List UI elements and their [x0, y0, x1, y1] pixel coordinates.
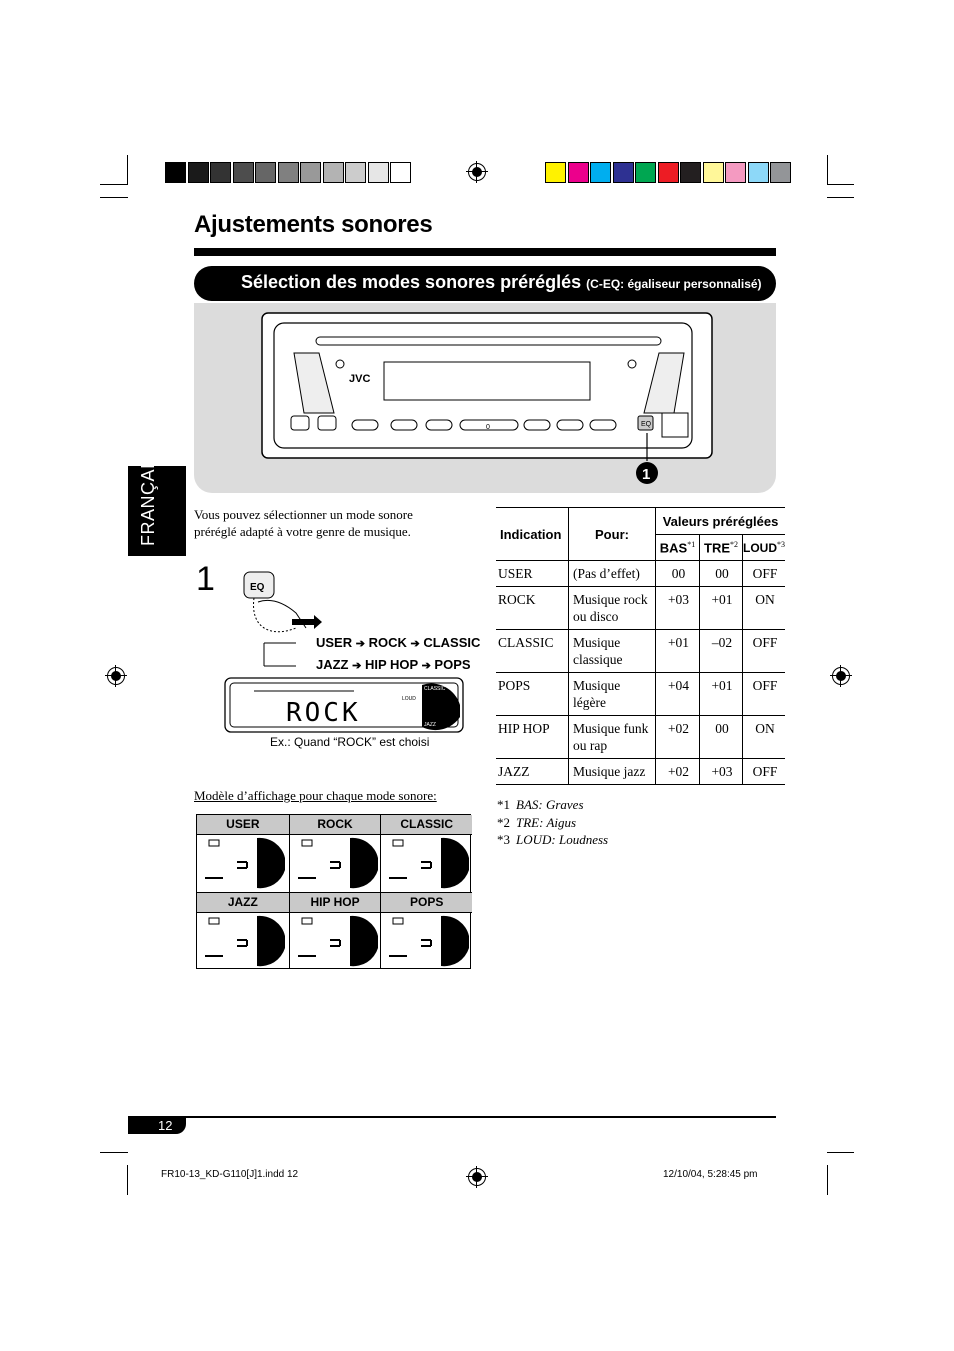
cell-tre: +01 — [700, 673, 743, 716]
section-subtitle: (C-EQ: égaliseur personnalisé) — [586, 277, 762, 291]
cell-loud: OFF — [743, 630, 786, 673]
lcd-main-text: ROCK — [286, 698, 361, 728]
cell-pour: Musique funk ou rap — [569, 716, 656, 759]
crop-mark — [100, 1152, 128, 1153]
gray-swatch — [188, 162, 209, 183]
gray-swatch — [323, 162, 344, 183]
crop-mark — [127, 155, 128, 185]
cell-pour: (Pas d’effet) — [569, 561, 656, 587]
table-row — [496, 630, 785, 673]
model-cell — [289, 815, 381, 892]
file-footer: FR10-13_KD-G110[J]1.indd 12 — [161, 1169, 299, 1180]
mode-sequence-row-2: JAZZ ➔ HIP HOP ➔ POPS — [316, 657, 471, 672]
cell-loud: OFF — [743, 561, 786, 587]
color-swatch — [703, 162, 724, 183]
footnotes — [497, 796, 608, 849]
page-number-tab — [128, 1118, 186, 1134]
cell-loud: ON — [743, 587, 786, 630]
footnote: *3 LOUD: Loudness — [497, 832, 609, 847]
col-header-loud: LOUD$^{*3}$ — [743, 535, 786, 561]
cell-ind: HIP HOP — [496, 716, 569, 759]
mini-display-icon — [385, 836, 471, 890]
cell-pour: Musique légère — [569, 673, 656, 716]
cell-bas: +01 — [656, 630, 700, 673]
gray-swatch — [165, 162, 186, 183]
col-header-bas: BAS$^{*1}$ — [656, 535, 700, 561]
cell-bas: +02 — [656, 716, 700, 759]
gray-swatch — [390, 162, 411, 183]
crop-mark — [127, 1165, 128, 1195]
crop-mark — [100, 184, 128, 185]
svg-text:LOUD: LOUD — [402, 696, 416, 702]
table-row — [496, 587, 785, 630]
color-swatch — [590, 162, 611, 183]
col-header-tre: TRE$^{*2}$ — [700, 535, 743, 561]
registration-mark-icon — [832, 667, 850, 685]
cell-ind: USER — [496, 561, 569, 587]
lcd-display — [224, 677, 464, 733]
model-label-1: ROCK — [290, 815, 381, 835]
gray-swatch — [278, 162, 299, 183]
gray-swatch — [255, 162, 276, 183]
brand-logo: JVC — [349, 373, 371, 385]
language-tab: FRANÇAIS — [128, 466, 186, 556]
cell-loud: ON — [743, 716, 786, 759]
example-caption: Ex.: Quand “ROCK” est choisi — [270, 735, 430, 749]
section-title: Sélection des modes sonores préréglés — [241, 272, 582, 292]
footnote: *2 TRE: Aigus — [497, 814, 577, 830]
model-label-2: CLASSIC — [381, 815, 472, 835]
display-model-grid — [196, 814, 471, 969]
registration-mark-icon — [107, 667, 125, 685]
eq-button-label: EQ — [641, 421, 652, 428]
svg-text:JAZZ: JAZZ — [424, 722, 436, 728]
page-number: 12 — [158, 1118, 173, 1133]
mini-display-icon — [201, 836, 287, 890]
color-swatch — [658, 162, 679, 183]
section-banner — [194, 266, 776, 301]
gray-swatch — [233, 162, 254, 183]
model-cell — [380, 815, 472, 892]
model-label-4: HIP HOP — [290, 893, 381, 913]
crop-mark — [827, 1152, 854, 1153]
step-number: 1 — [196, 560, 215, 598]
cell-pour: Musique jazz — [569, 759, 656, 785]
gray-swatch — [210, 162, 231, 183]
eq-button-label: EQ — [250, 582, 265, 593]
crop-mark — [827, 184, 854, 185]
arrow-right-icon: ➔ — [352, 660, 362, 672]
cell-bas: +03 — [656, 587, 700, 630]
gray-swatch — [368, 162, 389, 183]
cell-bas: 00 — [656, 561, 700, 587]
crop-mark — [100, 197, 128, 198]
mini-display-icon — [385, 914, 471, 968]
color-swatch — [568, 162, 589, 183]
model-label-3: JAZZ — [197, 893, 289, 913]
cell-bas: +02 — [656, 759, 700, 785]
arrow-right-icon: ➔ — [410, 638, 420, 650]
model-label: Modèle d’affichage pour chaque mode sonore: — [194, 788, 437, 803]
cell-tre: –02 — [700, 630, 743, 673]
table-row — [496, 759, 785, 785]
cell-ind: CLASSIC — [496, 630, 569, 673]
cell-ind: JAZZ — [496, 759, 569, 785]
cell-ind: POPS — [496, 673, 569, 716]
cell-pour: Musique classique — [569, 630, 656, 673]
cell-tre: +03 — [700, 759, 743, 785]
svg-text:0: 0 — [486, 424, 490, 431]
car-stereo-illustration — [194, 303, 776, 493]
registration-mark-icon — [468, 163, 486, 181]
model-label-5: POPS — [381, 893, 472, 913]
cell-ind: ROCK — [496, 587, 569, 630]
cell-tre: 00 — [700, 561, 743, 587]
crop-mark — [827, 155, 828, 185]
preset-table — [496, 507, 785, 785]
model-label-0: USER — [197, 815, 289, 835]
arrow-right-icon: ➔ — [355, 638, 365, 650]
mode-sequence-row-1: USER ➔ ROCK ➔ CLASSIC — [316, 635, 481, 650]
color-swatch — [613, 162, 634, 183]
page-title: Ajustements sonores — [194, 211, 433, 238]
footnote: *1 BAS: Graves — [497, 797, 584, 812]
cell-loud: OFF — [743, 759, 786, 785]
intro-paragraph: Vous pouvez sélectionner un mode sonore préréglé adapté à votre genre de musique. — [194, 507, 413, 539]
table-row — [496, 673, 785, 716]
svg-text:CLASSIC: CLASSIC — [424, 686, 446, 692]
cell-tre: +01 — [700, 587, 743, 630]
table-row — [496, 561, 785, 587]
crop-mark — [827, 197, 854, 198]
color-swatch — [725, 162, 746, 183]
mini-display-icon — [201, 914, 287, 968]
color-swatch — [680, 162, 701, 183]
color-swatch — [748, 162, 769, 183]
model-cell — [197, 815, 289, 892]
registration-mark-icon — [468, 1168, 486, 1186]
model-cell — [380, 892, 472, 969]
crop-mark — [827, 1165, 828, 1195]
model-cell — [197, 892, 289, 969]
mini-display-icon — [294, 914, 380, 968]
cell-bas: +04 — [656, 673, 700, 716]
color-swatch — [770, 162, 791, 183]
color-swatch — [635, 162, 656, 183]
col-header-pour: Pour: — [569, 508, 656, 561]
col-header-indication: Indication — [496, 508, 569, 561]
title-rule — [194, 248, 776, 256]
table-row — [496, 716, 785, 759]
color-swatch — [545, 162, 566, 183]
col-header-valeurs: Valeurs préréglées — [656, 508, 786, 535]
model-cell — [289, 892, 381, 969]
timestamp-footer: 12/10/04, 5:28:45 pm — [663, 1169, 758, 1180]
cell-tre: 00 — [700, 716, 743, 759]
cell-loud: OFF — [743, 673, 786, 716]
callout-number: 1 — [642, 466, 651, 483]
gray-swatch — [300, 162, 321, 183]
bottom-rule — [128, 1116, 776, 1118]
cell-pour: Musique rock ou disco — [569, 587, 656, 630]
gray-swatch — [345, 162, 366, 183]
arrow-right-icon: ➔ — [421, 660, 431, 672]
mini-display-icon — [294, 836, 380, 890]
